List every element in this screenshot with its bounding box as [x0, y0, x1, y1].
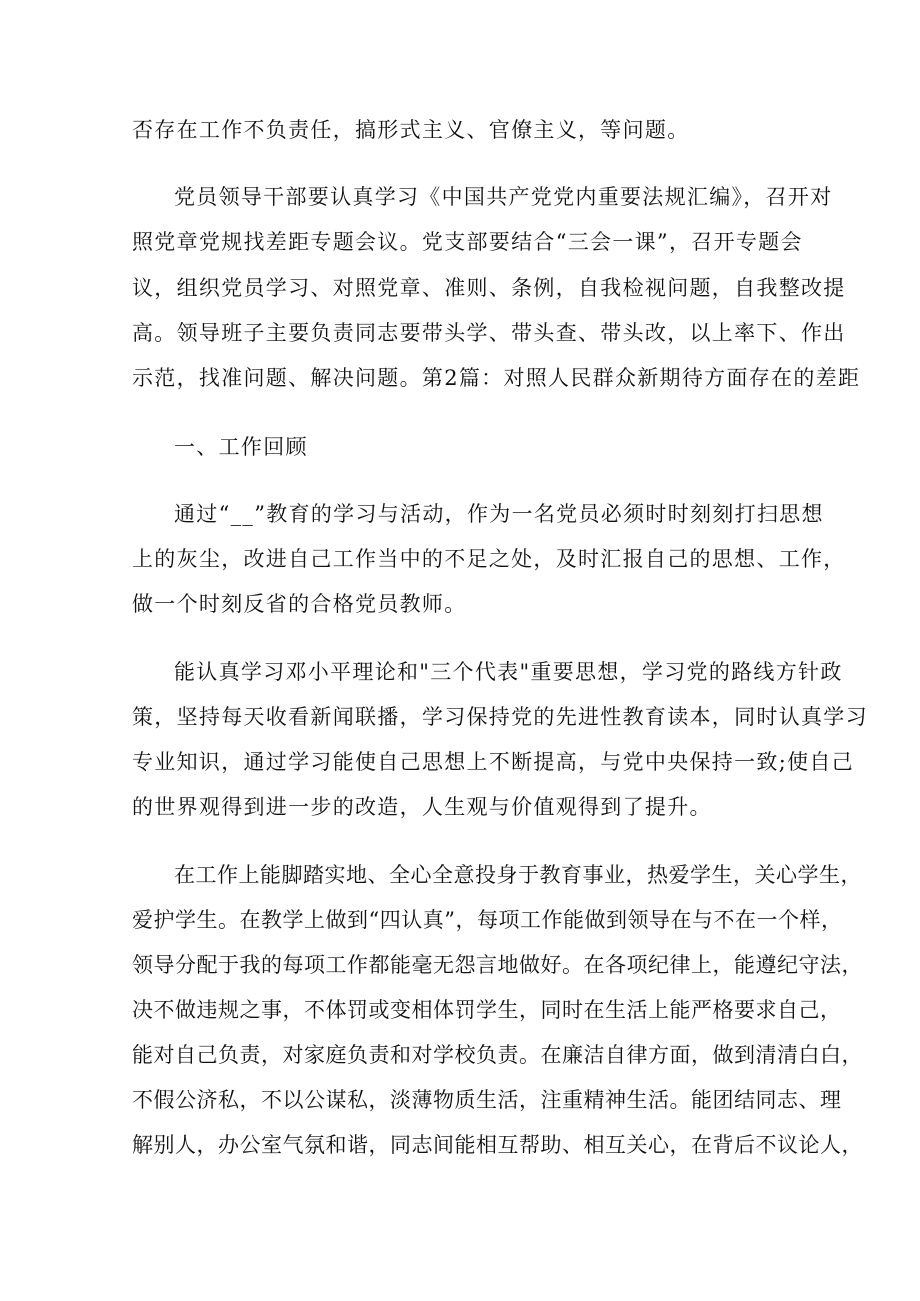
text-line: 领导分配于我的每项工作都能毫无怨言地做好。在各项纪律上，能遵纪守法， [132, 953, 863, 977]
text-line: 示范，找准问题、解决问题。第2篇：对照人民群众新期待方面存在的差距 [132, 366, 861, 390]
text-line: 爱护学生。在教学上做到“四认真”，每项工作能做到领导在与不在一个样， [132, 908, 843, 932]
text-line: 照党章党规找差距专题会议。党支部要结合“三会一课”，召开专题会 [132, 230, 803, 254]
text-line: 不假公济私，不以公谋私，淡薄物质生活，注重精神生活。能团结同志、理 [132, 1088, 842, 1112]
text-line: 否存在工作不负责任，搞形式主义、官僚主义，等问题。 [132, 118, 690, 142]
text-line: 决不做违规之事，不体罚或变相体罚学生，同时在生活上能严格要求自己， [132, 998, 842, 1022]
text-line: 高。领导班子主要负责同志要带头学、带头查、带头改，以上率下、作出 [132, 321, 846, 345]
text-line: 议，组织党员学习、对照党章、准则、条例，自我检视问题，自我整改提 [132, 276, 846, 300]
text-line: 专业知识，通过学习能使自己思想上不断提高，与党中央保持一致;使自己 [132, 750, 854, 774]
text-line: 通过“__”教育的学习与活动，作为一名党员必须时时刻刻打扫思想 [174, 502, 824, 526]
text-line: 策，坚持每天收看新闻联播，学习保持党的先进性教育读本，同时认真学习 [132, 705, 868, 729]
text-line: 党员领导干部要认真学习《中国共产党党内重要法规汇编》，召开对 [174, 185, 833, 209]
text-line: 能对自己负责，对家庭负责和对学校负责。在廉洁自律方面，做到清清白白， [132, 1043, 863, 1067]
text-line: 解别人，办公室气氛和谐，同志间能相互帮助、相互关心，在背后不议论人， [132, 1133, 863, 1157]
text-line: 的世界观得到进一步的改造，人生观与价值观得到了提升。 [132, 795, 712, 819]
text-line: 能认真学习邓小平理论和"三个代表"重要思想，学习党的路线方针政 [174, 660, 843, 684]
text-line: 上的灰尘，改进自己工作当中的不足之处，及时汇报自己的思想、工作， [132, 547, 846, 571]
text-line: 在工作上能脚踏实地、全心全意投身于教育事业，热爱学生，关心学生， [174, 863, 862, 887]
text-line: 做一个时刻反省的合格党员教师。 [132, 592, 467, 616]
section-heading: 一、工作回顾 [174, 435, 308, 459]
